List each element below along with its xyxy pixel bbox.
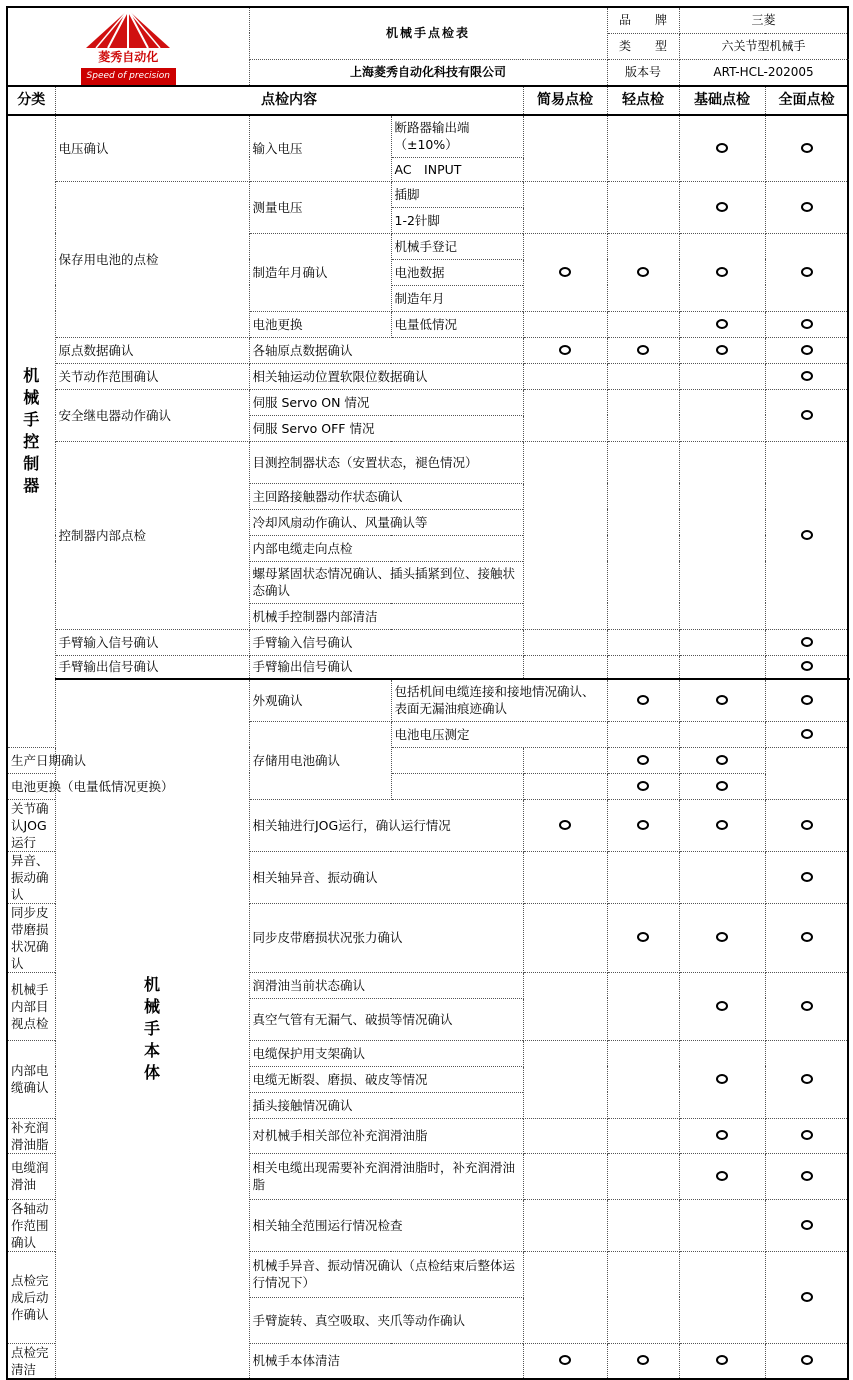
item-name: 机械手内部目视点检 xyxy=(7,972,55,1040)
item-detail: 冷却风扇动作确认、风量确认等 xyxy=(249,509,523,535)
check-mark xyxy=(523,1343,607,1379)
item-detail: 手臂旋转、真空吸取、夹爪等动作确认 xyxy=(249,1297,523,1343)
check-mark xyxy=(765,972,848,1040)
item-sub: 制造年月确认 xyxy=(249,233,391,311)
item-detail: 同步皮带磨损状况张力确认 xyxy=(249,903,523,972)
item-detail: 螺母紧固状态情况确认、插头插紧到位、接触状态确认 xyxy=(249,561,523,603)
item-detail: 电池电压测定 xyxy=(391,721,607,747)
check-mark xyxy=(679,1153,765,1199)
check-mark xyxy=(765,389,848,441)
col-content: 点检内容 xyxy=(55,86,523,115)
item-detail: 包括机间电缆连接和接地情况确认、表面无漏油痕迹确认 xyxy=(391,679,607,721)
item-detail: 对机械手相关部位补充润滑油脂 xyxy=(249,1118,523,1153)
item-name: 手臂输出信号确认 xyxy=(55,655,249,679)
item-detail: 目测控制器状态（安置状态，褪色情况） xyxy=(249,441,523,483)
item-detail: 相关轴全范围运行情况检查 xyxy=(249,1199,523,1251)
item-name: 外观确认 xyxy=(249,679,391,721)
item-detail: 相关电缆出现需要补充润滑油脂时，补充润滑油脂 xyxy=(249,1153,523,1199)
item-detail: 电量低情况 xyxy=(391,311,523,337)
item-detail: 真空气管有无漏气、破损等情况确认 xyxy=(249,998,523,1040)
check-mark xyxy=(523,799,607,851)
field-label-brand: 品 牌 xyxy=(607,7,679,33)
check-mark xyxy=(607,799,679,851)
check-mark xyxy=(765,1153,848,1199)
field-label-version: 版本号 xyxy=(607,60,679,86)
check-mark xyxy=(679,747,765,773)
check-mark xyxy=(765,1118,848,1153)
check-mark xyxy=(607,679,679,721)
item-detail: 断路器输出端（±10%） xyxy=(391,115,523,157)
check-mark xyxy=(607,903,679,972)
item-name: 内部电缆确认 xyxy=(7,1040,55,1118)
item-name: 保存用电池的点检 xyxy=(55,181,249,337)
check-mark xyxy=(765,679,848,721)
col-category: 分类 xyxy=(7,86,55,115)
logo-slogan: Speed of precision xyxy=(81,68,176,85)
check-mark xyxy=(765,1040,848,1118)
check-mark xyxy=(765,721,848,747)
check-mark xyxy=(607,1343,679,1379)
check-mark xyxy=(607,747,679,773)
item-name: 补充润滑油脂 xyxy=(7,1118,55,1153)
item-detail: 生产日期确认 xyxy=(7,747,249,773)
check-mark xyxy=(679,799,765,851)
check-mark xyxy=(679,903,765,972)
check-mark xyxy=(765,181,848,233)
check-mark xyxy=(679,1118,765,1153)
check-mark xyxy=(679,311,765,337)
check-mark xyxy=(765,115,848,181)
check-mark xyxy=(765,851,848,903)
item-detail: 伺服 Servo ON 情况 xyxy=(249,389,523,415)
logo-text: 菱秀自动化 xyxy=(98,50,159,64)
check-mark xyxy=(765,1343,848,1379)
check-mark xyxy=(679,773,765,799)
check-mark xyxy=(679,679,765,721)
category-body: 机 械 手 本 体 xyxy=(55,679,249,1379)
check-mark xyxy=(679,972,765,1040)
check-mark xyxy=(765,233,848,311)
check-mark xyxy=(523,233,607,311)
item-detail: 机械手控制器内部清洁 xyxy=(249,603,523,629)
item-detail: 内部电缆走向点检 xyxy=(249,535,523,561)
col-full: 全面点检 xyxy=(765,86,848,115)
item-name: 关节确认JOG运行 xyxy=(7,799,55,851)
item-detail: 相关轴运动位置软限位数据确认 xyxy=(249,363,523,389)
item-name: 原点数据确认 xyxy=(55,337,249,363)
field-value-brand: 三菱 xyxy=(679,7,848,33)
item-name: 安全继电器动作确认 xyxy=(55,389,249,441)
field-value-type: 六关节型机械手 xyxy=(679,33,848,59)
field-value-version: ART-HCL-202005 xyxy=(679,60,848,86)
check-mark xyxy=(765,903,848,972)
item-name: 存储用电池确认 xyxy=(249,721,391,799)
check-mark xyxy=(607,337,679,363)
item-detail: 伺服 Servo OFF 情况 xyxy=(249,415,523,441)
company-name: 上海菱秀自动化科技有限公司 xyxy=(249,60,607,86)
check-mark xyxy=(607,773,679,799)
item-name: 点检完成后动作确认 xyxy=(7,1251,55,1343)
item-detail: 手臂输入信号确认 xyxy=(249,629,523,655)
check-mark xyxy=(679,337,765,363)
check-mark xyxy=(679,181,765,233)
check-mark xyxy=(679,233,765,311)
item-name: 各轴动作范围确认 xyxy=(7,1199,55,1251)
check-mark xyxy=(765,311,848,337)
item-detail: AC INPUT xyxy=(391,157,523,181)
item-detail: 相关轴进行JOG运行，确认运行情况 xyxy=(249,799,523,851)
check-mark xyxy=(679,1040,765,1118)
item-name: 电缆润滑油 xyxy=(7,1153,55,1199)
item-sub: 输入电压 xyxy=(249,115,391,181)
col-basic: 基础点检 xyxy=(679,86,765,115)
check-mark xyxy=(765,629,848,655)
check-mark xyxy=(765,441,848,629)
item-name: 手臂输入信号确认 xyxy=(55,629,249,655)
item-name: 异音、振动确认 xyxy=(7,851,55,903)
item-sub: 测量电压 xyxy=(249,181,391,233)
item-detail: 机械手异音、振动情况确认（点检结束后整体运行情况下） xyxy=(249,1251,523,1297)
check-mark xyxy=(765,1251,848,1343)
check-mark xyxy=(765,655,848,679)
item-name: 电压确认 xyxy=(55,115,249,181)
item-detail: 插头接触情况确认 xyxy=(249,1092,523,1118)
item-detail: 电缆无断裂、磨损、破皮等情况 xyxy=(249,1066,523,1092)
item-detail: 手臂输出信号确认 xyxy=(249,655,523,679)
item-detail: 电缆保护用支架确认 xyxy=(249,1040,523,1066)
item-detail: 电池更换（电量低情况更换） xyxy=(7,773,249,799)
check-mark xyxy=(679,115,765,181)
check-mark xyxy=(523,337,607,363)
item-detail: 润滑油当前状态确认 xyxy=(249,972,523,998)
item-detail: 插脚 xyxy=(391,181,523,207)
item-sub: 电池更换 xyxy=(249,311,391,337)
item-detail: 1-2针脚 xyxy=(391,207,523,233)
item-detail: 机械手本体清洁 xyxy=(249,1343,523,1379)
item-detail: 相关轴异音、振动确认 xyxy=(249,851,523,903)
check-mark xyxy=(765,363,848,389)
item-name: 同步皮带磨损状况确认 xyxy=(7,903,55,972)
field-label-type: 类 型 xyxy=(607,33,679,59)
item-name: 控制器内部点检 xyxy=(55,441,249,629)
item-name: 关节动作范围确认 xyxy=(55,363,249,389)
logo-tent-icon xyxy=(78,8,178,48)
item-detail: 电池数据 xyxy=(391,259,523,285)
col-simple: 简易点检 xyxy=(523,86,607,115)
check-mark xyxy=(607,233,679,311)
check-mark xyxy=(765,1199,848,1251)
item-detail: 各轴原点数据确认 xyxy=(249,337,523,363)
check-mark xyxy=(679,1343,765,1379)
check-mark xyxy=(765,337,848,363)
category-controller: 机 械 手 控 制 器 xyxy=(7,115,55,747)
col-light: 轻点检 xyxy=(607,86,679,115)
item-detail: 制造年月 xyxy=(391,285,523,311)
item-detail: 主回路接触器动作状态确认 xyxy=(249,483,523,509)
check-mark xyxy=(765,799,848,851)
item-name: 点检完清洁 xyxy=(7,1343,55,1379)
inspection-table xyxy=(6,6,849,1380)
page-title: 机械手点检表 xyxy=(249,7,607,60)
item-detail: 机械手登记 xyxy=(391,233,523,259)
logo xyxy=(7,7,249,86)
